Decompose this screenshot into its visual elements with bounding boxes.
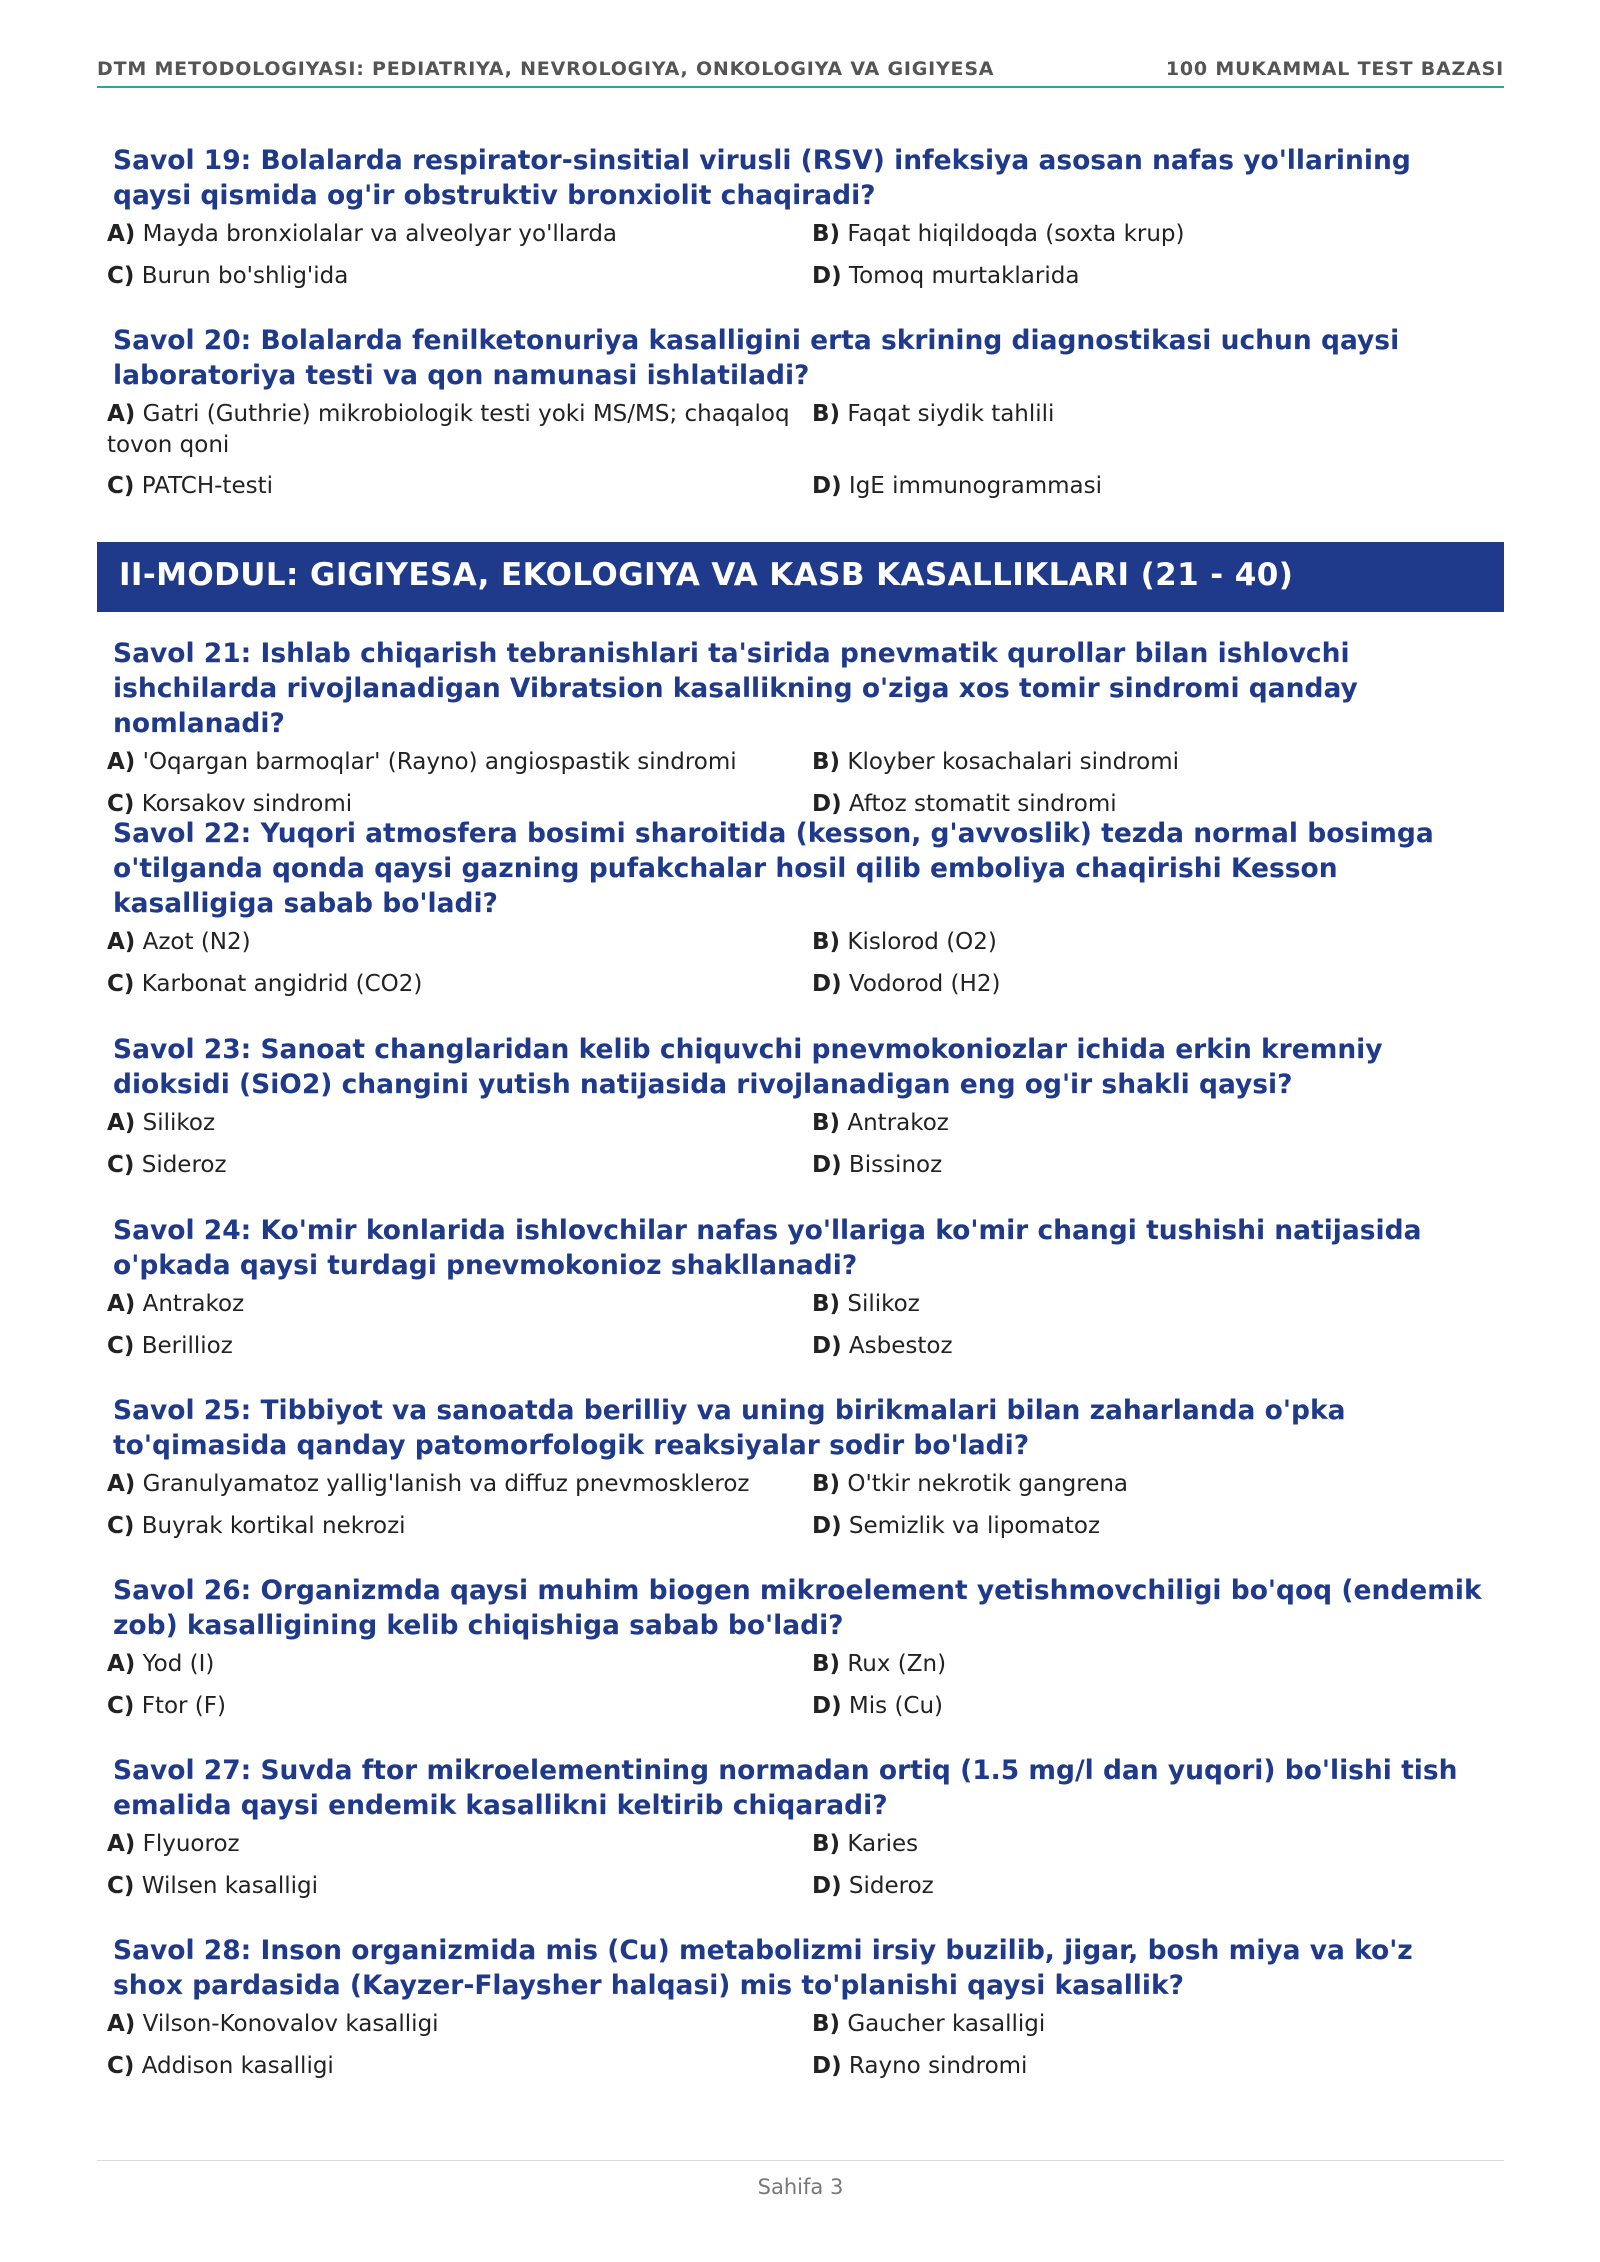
question-title: Savol 20: Bolalarda fenilketonuriya kasalligini erta skrining diagnostikasi uchun qaysi laboratoriya testi va qon namunasi ishlatiladi?: [113, 325, 1400, 391]
option-d: D) Rayno sindromi: [812, 2053, 1028, 2079]
footer-divider: [97, 2160, 1504, 2161]
question-19: [97, 143, 1504, 303]
options: [97, 1829, 1504, 1913]
option-b: B) Kloyber kosachalari sindromi: [812, 749, 1180, 775]
option-b: B) Silikoz: [812, 1291, 920, 1317]
option-a: A) Granulyamatoz yallig'lanish va diffuz pnevmoskleroz: [107, 1471, 750, 1497]
option-a: A) Azot (N2): [107, 929, 251, 955]
question-23: [97, 1032, 1504, 1192]
option-b: B) Rux (Zn): [812, 1651, 947, 1677]
option-d: D) Vodorod (H2): [812, 971, 1001, 997]
option-a: A) Flyuoroz: [107, 1831, 240, 1857]
options: [97, 2009, 1504, 2093]
option-a: A) Gatri (Guthrie) mikrobiologik testi yoki MS/MS; chaqaloq tovon qoni: [107, 401, 790, 458]
question-27: [97, 1753, 1504, 1913]
option-c: C) Sideroz: [107, 1152, 227, 1178]
option-a: A) Yod (I): [107, 1651, 215, 1677]
question-25: [97, 1393, 1504, 1553]
option-b: B) Kislorod (O2): [812, 929, 997, 955]
option-c: C) Korsakov sindromi: [107, 791, 353, 817]
options: [97, 1649, 1504, 1733]
page-number: Sahifa 3: [757, 2175, 844, 2199]
option-d: D) Semizlik va lipomatoz: [812, 1513, 1101, 1539]
option-b: B) Karies: [812, 1831, 919, 1857]
option-c: C) Wilsen kasalligi: [107, 1873, 319, 1899]
header-subtitle: 100 MUKAMMAL TEST BAZASI: [1165, 58, 1504, 80]
option-c: C) Ftor (F): [107, 1693, 226, 1719]
page-header: [97, 56, 1504, 88]
question-title: Savol 19: Bolalarda respirator-sinsitial virusli (RSV) infeksiya asosan nafas yo'llarining qaysi qismida og'ir obstruktiv bronxiolit chaqiradi?: [113, 145, 1411, 211]
document-page: [97, 0, 1504, 2262]
option-a: A) Mayda bronxiolalar va alveolyar yo'llarda: [107, 221, 618, 247]
option-b: B) Gaucher kasalligi: [812, 2011, 1046, 2037]
question-title: Savol 27: Suvda ftor mikroelementining normadan ortiq (1.5 mg/l dan yuqori) bo'lishi tish emalida qaysi endemik kasallikni keltirib chiqaradi?: [113, 1755, 1458, 1821]
option-c: C) Burun bo'shlig'ida: [107, 263, 349, 289]
question-title: Savol 23: Sanoat changlaridan kelib chiquvchi pnevmokoniozlar ichida erkin kremniy dioksidi (SiO2) changini yutish natijasida rivojlanadigan eng og'ir shakli qaysi?: [113, 1034, 1383, 1100]
option-c: C) Berillioz: [107, 1333, 233, 1359]
option-d: D) Asbestoz: [812, 1333, 953, 1359]
options: [97, 399, 1504, 513]
module-title: II-MODUL: GIGIYESA, EKOLOGIYA VA KASB KASALLIKLARI (21 - 40): [119, 557, 1294, 593]
module-banner: [97, 542, 1504, 612]
option-b: B) O'tkir nekrotik gangrena: [812, 1471, 1129, 1497]
question-title: Savol 25: Tibbiyot va sanoatda berilliy va uning birikmalari bilan zaharlanda o'pka to'qimasida qanday patomorfologik reaksiyalar sodir bo'ladi?: [113, 1395, 1346, 1461]
option-a: A) Silikoz: [107, 1110, 216, 1136]
question-title: Savol 24: Ko'mir konlarida ishlovchilar nafas yo'llariga ko'mir changi tushishi natijasida o'pkada qaysi turdagi pnevmokonioz shakllanadi?: [113, 1215, 1422, 1281]
option-d: D) Bissinoz: [812, 1152, 943, 1178]
option-d: D) Aftoz stomatit sindromi: [812, 791, 1117, 817]
question-28: [97, 1933, 1504, 2093]
option-b: B) Faqat hiqildoqda (soxta krup): [812, 221, 1185, 247]
option-c: C) Addison kasalligi: [107, 2053, 334, 2079]
question-title: Savol 28: Inson organizmida mis (Cu) metabolizmi irsiy buzilib, jigar, bosh miya va ko'z shox pardasida (Kayzer-Flaysher halqasi) mis to'planishi qaysi kasallik?: [113, 1935, 1413, 2001]
header-title: DTM METODOLOGIYASI: PEDIATRIYA, NEVROLOGIYA, ONKOLOGIYA VA GIGIYESA: [97, 58, 995, 80]
options: [97, 1289, 1504, 1373]
option-d: D) IgE immunogrammasi: [812, 473, 1103, 499]
option-b: B) Antrakoz: [812, 1110, 949, 1136]
option-c: C) Karbonat angidrid (CO2): [107, 971, 423, 997]
question-26: [97, 1573, 1504, 1733]
options: [97, 219, 1504, 303]
option-a: A) Vilson-Konovalov kasalligi: [107, 2011, 439, 2037]
option-b: B) Faqat siydik tahlili: [812, 401, 1055, 427]
options: [97, 927, 1504, 1011]
question-title: Savol 21: Ishlab chiqarish tebranishlari ta'sirida pnevmatik qurollar bilan ishlovchi ishchilarda rivojlanadigan Vibratsion kasallikning o'ziga xos tomir sindromi qanday nomlanadi?: [113, 638, 1358, 739]
question-title: Savol 22: Yuqori atmosfera bosimi sharoitida (kesson, g'avvoslik) tezda normal bosimga o'tilganda qonda qaysi gazning pufakchalar hosil qilib emboliya chaqirishi Kesson kasalligiga sabab bo'ladi?: [113, 818, 1434, 919]
option-d: D) Tomoq murtaklarida: [812, 263, 1080, 289]
question-title: Savol 26: Organizmda qaysi muhim biogen mikroelement yetishmovchiligi bo'qoq (endemik zob) kasalligining kelib chiqishiga sabab bo'ladi?: [113, 1575, 1482, 1641]
question-24: [97, 1213, 1504, 1373]
question-21: [97, 636, 1504, 831]
question-20: [97, 323, 1504, 513]
option-d: D) Sideroz: [812, 1873, 934, 1899]
option-c: C) PATCH-testi: [107, 473, 273, 499]
option-a: A) Antrakoz: [107, 1291, 245, 1317]
options: [97, 1108, 1504, 1192]
option-c: C) Buyrak kortikal nekrozi: [107, 1513, 406, 1539]
option-d: D) Mis (Cu): [812, 1693, 944, 1719]
options: [97, 1469, 1504, 1553]
question-22: [97, 816, 1504, 1011]
option-a: A) 'Oqargan barmoqlar' (Rayno) angiospastik sindromi: [107, 749, 737, 775]
